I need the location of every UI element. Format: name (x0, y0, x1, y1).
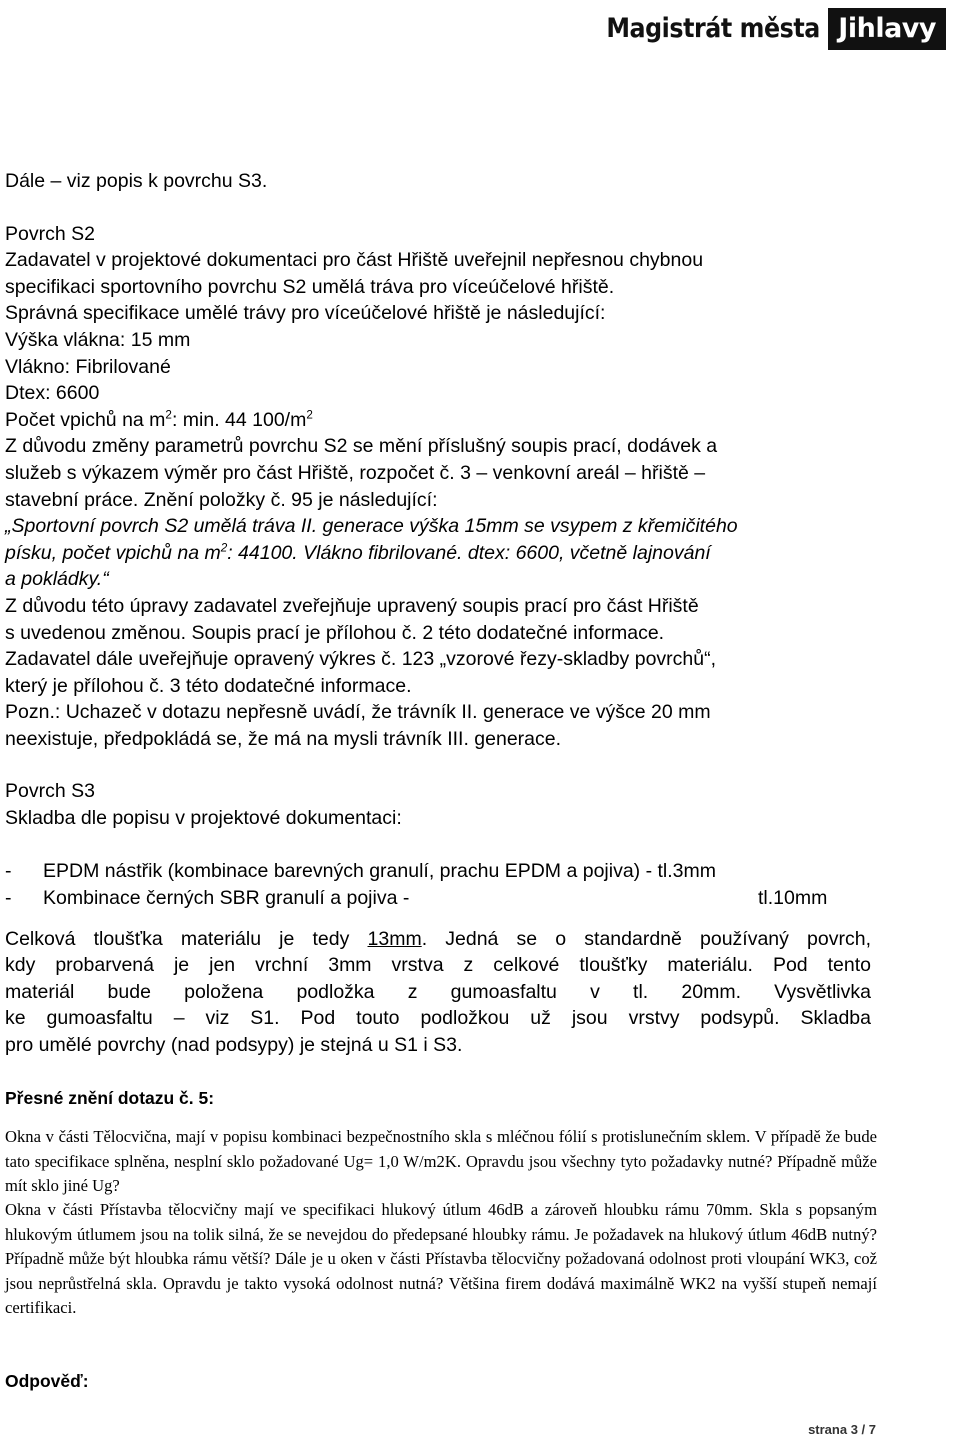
publish-line: Zadavatel dále uveřejňuje opravený výkres č. 123 „vzorové řezy-skladby povrchů“, (5, 648, 717, 671)
list-dash: - (5, 886, 12, 909)
superscript: 2 (165, 408, 172, 422)
total-line: ke gumoasfaltu – viz S1. Pod touto podložkou už jsou vrstvy podsypů. Skladba (5, 1007, 871, 1030)
spec-dtex: Dtex: 6600 (5, 382, 100, 405)
item-text-part: : 44100. Vlákno fibrilované. dtex: 6600, včetně lajnování (227, 541, 711, 564)
list-item-text: EPDM nástřik (kombinace barevných granulí, prachu EPDM a pojiva) - tl.3mm (43, 859, 716, 882)
list-item-thickness: tl.10mm (758, 886, 828, 909)
brand-name: Magistrát města (605, 13, 820, 44)
superscript: 2 (306, 408, 313, 422)
spec-stitch (5, 407, 885, 434)
answer-heading: Odpověď: (5, 1371, 89, 1392)
page-number: strana 3 / 7 (808, 1422, 876, 1437)
publish-line: Z důvodu této úpravy zadavatel zveřejňuje upravený soupis prací pro část Hřiště (5, 594, 699, 617)
item-text (5, 540, 885, 567)
question-paragraph: Okna v části Tělocvična, mají v popisu kombinaci bezpečnostního skla s mléčnou fólií s protislunečním sklem. V případě že bude tato specifikace splněna, nesplní sklo požadované Ug= 1,0 W/m2K. Opravdu jsou všechny tyto požadavky nutné? Případně může mít sklo jiné Ug? (5, 1127, 877, 1196)
total-thickness-value: 13mm (367, 927, 422, 950)
section-title-s3: Povrch S3 (5, 780, 95, 803)
document-body (5, 168, 885, 1395)
question-text (5, 1125, 877, 1320)
total-line (5, 926, 871, 953)
s2-paragraph-line: specifikaci sportovního povrchu S2 umělá tráva pro víceúčelové hřiště. (5, 275, 615, 298)
change-line: stavební práce. Znění položky č. 95 je následující: (5, 488, 438, 511)
item-text: a pokládky.“ (5, 568, 109, 591)
spec-stitch-text: : min. 44 100/m (171, 408, 307, 431)
list-item (5, 885, 885, 912)
intro-text: Dále – viz popis k povrchu S3. (5, 170, 268, 192)
item-text-part: písku, počet vpichů na m (5, 541, 221, 564)
total-paragraph (5, 926, 871, 1059)
publish-line: s uvedenou změnou. Soupis prací je přílohou č. 2 této dodatečné informace. (5, 621, 665, 644)
total-text: Celková tloušťka materiálu je tedy (5, 927, 368, 950)
list-item-text: Kombinace černých SBR granulí a pojiva - (43, 886, 410, 909)
question-paragraph: Okna v části Přístavba tělocvičny mají ve specifikaci hlukový útlum 46dB a zároveň hloubku rámu 70mm. Skla s popsaným hlukovým útlumem jsou na tolik silná, že se nevejdou do předepsané hloubky rámu. Je požadavek na hlukový útlum 46dB nutný? Případně může být hloubka rámu větší? Dále je u oken v části Přístavba tělocvičny požadovaná odolnost proti vloupání WK3, což jsou neprůstřelná skla. Opravdu je takto vysoká odolnost nutná? Většina firem dodává maximálně WK2 na vyšší stupeň nemají certifikaci. (5, 1200, 877, 1318)
list-dash: - (5, 859, 12, 882)
spec-stitch-text: Počet vpichů na m (5, 408, 166, 431)
note-line: Pozn.: Uchazeč v dotazu nepřesně uvádí, že trávník II. generace ve výšce 20 mm (5, 701, 711, 724)
brand-city: Jihlavy (828, 8, 946, 50)
note-line: neexistuje, předpokládá se, že má na mysli trávník III. generace. (5, 727, 562, 750)
publish-line: který je přílohou č. 3 této dodatečné informace. (5, 674, 412, 697)
spec-fiber: Vlákno: Fibrilované (5, 355, 171, 378)
spec-intro: Správná specifikace umělé trávy pro víceúčelové hřiště je následující: (5, 302, 606, 325)
total-line: pro umělé povrchy (nad podsypy) je stejná u S1 i S3. (5, 1034, 463, 1057)
superscript: 2 (220, 541, 228, 555)
spec-height: Výška vlákna: 15 mm (5, 328, 191, 351)
question-heading: Přesné znění dotazu č. 5: (5, 1087, 215, 1108)
composition-intro: Skladba dle popisu v projektové dokumentaci: (5, 807, 402, 830)
item-text: „Sportovní povrch S2 umělá tráva II. generace výška 15mm se vsypem z křemičitého (5, 515, 738, 538)
total-line: kdy probarvená je jen vrchní 3mm vrstva z celkové tloušťky materiálu. Pod tento (5, 954, 871, 977)
change-line: Z důvodu změny parametrů povrchu S2 se mění příslušný soupis prací, dodávek a (5, 435, 718, 458)
total-line: materiál bude položena podložka z gumoasfaltu v tl. 20mm. Vysvětlivka (5, 980, 871, 1003)
header-logo (576, 8, 946, 50)
total-text: . Jedná se o standardně používaný povrch, (421, 927, 871, 950)
section-title-s2: Povrch S2 (5, 222, 95, 245)
list-item (5, 858, 885, 885)
change-line: služeb s výkazem výměr pro část Hřiště, rozpočet č. 3 – venkovní areál – hřiště – (5, 461, 706, 484)
s2-paragraph-line: Zadavatel v projektové dokumentaci pro část Hřiště uveřejnil nepřesnou chybnou (5, 249, 704, 272)
